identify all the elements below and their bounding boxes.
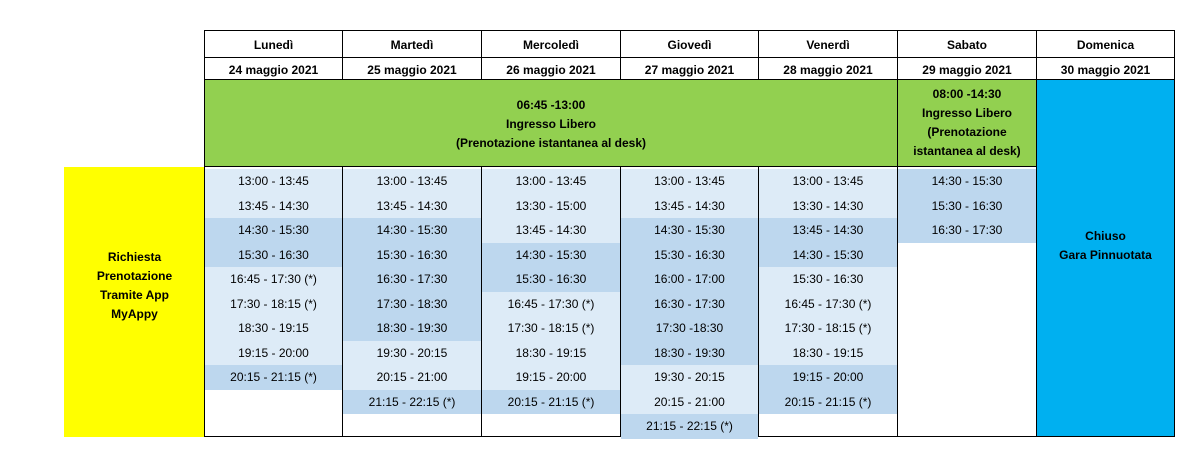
sunday-closed-label: Chiuso [1085,229,1126,243]
time-slot: 17:30 - 18:15 (*) [759,316,897,341]
day-date: 24 maggio 2021 [228,63,319,77]
time-slot: 13:45 - 14:30 [621,194,758,219]
time-slot: 14:30 - 15:30 [482,243,620,268]
booking-line: Prenotazione [96,269,173,283]
time-slot: 13:30 - 15:00 [482,194,620,219]
slots-giovedi [620,166,759,437]
header-giovedi [620,30,759,80]
time-slot: 15:30 - 16:30 [343,243,481,268]
day-name: Domenica [1076,38,1135,52]
day-name: Giovedì [667,38,712,52]
time-slot: 20:15 - 21:00 [621,390,758,415]
time-slot: 15:30 - 16:30 [759,267,897,292]
time-slot: 18:30 - 19:15 [759,341,897,366]
header-martedi [342,30,482,80]
time-slot: 17:30 - 18:15 (*) [482,316,620,341]
header-divider [759,57,897,58]
time-slot: 21:15 - 22:15 (*) [621,414,758,439]
time-slot: 13:00 - 13:45 [205,169,342,194]
day-name: Martedì [390,38,434,52]
header-divider [482,57,620,58]
time-slot: 19:30 - 20:15 [343,341,481,366]
time-slot: 15:30 - 16:30 [482,267,620,292]
saturday-free-entry [897,79,1037,167]
free-entry-time: 06:45 -13:00 [516,98,586,112]
header-divider [343,57,481,58]
time-slot: 14:30 - 15:30 [898,169,1036,194]
time-slot: 20:15 - 21:00 [343,365,481,390]
time-slot: 20:15 - 21:15 (*) [205,365,342,390]
time-slot: 18:30 - 19:30 [621,341,758,366]
time-slot: 13:30 - 14:30 [759,194,897,219]
day-name: Sabato [946,38,987,52]
time-slot: 13:45 - 14:30 [759,218,897,243]
slots-mercoledi [481,166,621,437]
time-slot: 17:30 - 18:30 [343,292,481,317]
header-divider [621,57,758,58]
slots-sabato [897,166,1037,437]
slots-venerdi [758,166,898,437]
header-lunedi [204,30,343,80]
day-date: 25 maggio 2021 [367,63,457,77]
free-entry-note: (Prenotazione istantanea al desk) [455,136,647,150]
time-slot: 18:30 - 19:15 [205,316,342,341]
time-slot: 15:30 - 16:30 [621,243,758,268]
time-slot: 19:15 - 20:00 [482,365,620,390]
time-slot: 16:45 - 17:30 (*) [759,292,897,317]
time-slot: 14:30 - 15:30 [759,243,897,268]
time-slot: 14:30 - 15:30 [205,218,342,243]
time-slot: 16:30 - 17:30 [621,292,758,317]
day-date: 27 maggio 2021 [644,63,735,77]
saturday-free-note: istantanea al desk) [913,144,1021,158]
day-date: 28 maggio 2021 [783,63,873,77]
time-slot: 13:00 - 13:45 [759,169,897,194]
weekday-free-entry [204,79,898,167]
booking-line: Tramite App [100,288,169,302]
time-slot: 16:30 - 17:30 [343,267,481,292]
time-slot: 18:30 - 19:15 [482,341,620,366]
time-slot: 16:45 - 17:30 (*) [482,292,620,317]
time-slot: 14:30 - 15:30 [621,218,758,243]
time-slot: 14:30 - 15:30 [343,218,481,243]
day-date: 29 maggio 2021 [922,63,1012,77]
time-slot: 16:00 - 17:00 [621,267,758,292]
day-name: Venerdì [806,38,850,52]
sunday-closed-box [1036,79,1175,437]
time-slot: 17:30 - 18:15 (*) [205,292,342,317]
time-slot: 18:30 - 19:30 [343,316,481,341]
saturday-free-time: 08:00 -14:30 [932,87,1002,101]
day-name: Lunedì [253,38,294,52]
header-divider [205,57,342,58]
day-date: 26 maggio 2021 [506,63,596,77]
time-slot: 13:45 - 14:30 [482,218,620,243]
header-divider [898,57,1036,58]
header-divider [1037,57,1174,58]
header-venerdi [758,30,898,80]
day-name: Mercoledì [522,38,579,52]
saturday-free-label: Ingresso Libero [921,106,1013,120]
time-slot: 20:15 - 21:15 (*) [759,390,897,415]
slots-martedi [342,166,482,437]
time-slot: 13:45 - 14:30 [343,194,481,219]
sunday-event-label: Gara Pinnuotata [1059,248,1152,262]
day-date: 30 maggio 2021 [1060,63,1151,77]
booking-line: Richiesta [107,250,162,264]
time-slot: 17:30 -18:30 [621,316,758,341]
time-slot: 16:30 - 17:30 [898,218,1036,243]
time-slot: 16:45 - 17:30 (*) [205,267,342,292]
time-slot: 13:00 - 13:45 [343,169,481,194]
time-slot: 19:15 - 20:00 [759,365,897,390]
free-entry-label: Ingresso Libero [505,117,597,131]
slots-lunedi [204,166,343,437]
header-domenica [1036,30,1175,80]
header-sabato [897,30,1037,80]
time-slot: 15:30 - 16:30 [898,194,1036,219]
time-slot: 19:15 - 20:00 [205,341,342,366]
header-mercoledi [481,30,621,80]
booking-line: MyAppy [111,307,158,321]
time-slot: 19:30 - 20:15 [621,365,758,390]
time-slot: 13:00 - 13:45 [482,169,620,194]
time-slot: 21:15 - 22:15 (*) [343,390,481,415]
time-slot: 13:00 - 13:45 [621,169,758,194]
booking-info-box [64,167,205,437]
saturday-free-note: (Prenotazione [927,125,1007,139]
time-slot: 13:45 - 14:30 [205,194,342,219]
time-slot: 15:30 - 16:30 [205,243,342,268]
time-slot: 20:15 - 21:15 (*) [482,390,620,415]
